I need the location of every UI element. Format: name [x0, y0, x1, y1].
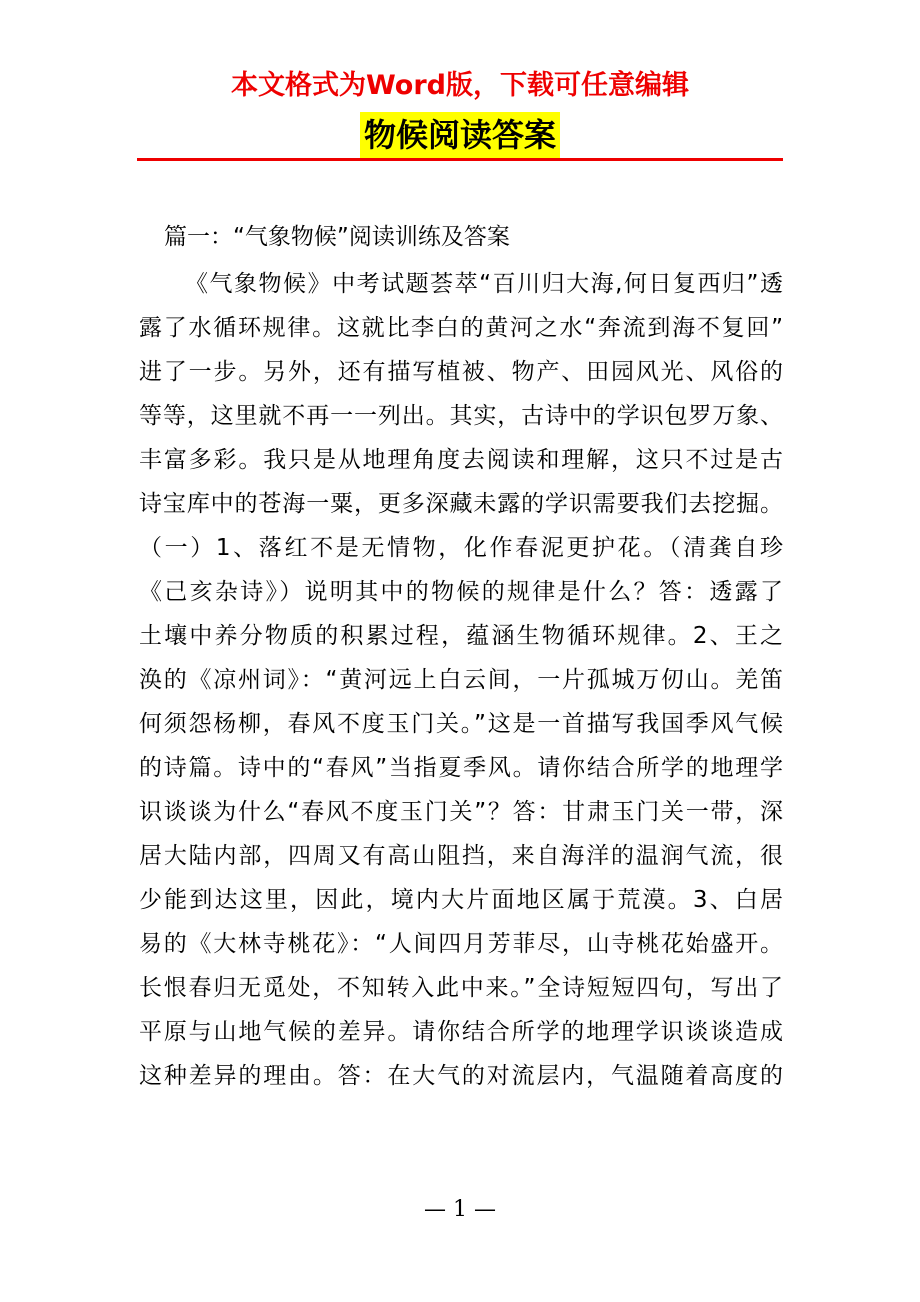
body-line: 进了一步。另外，还有描写植被、物产、田园风光、风俗的 — [139, 359, 783, 385]
section-heading: 篇一：“气象物候”阅读训练及答案 — [164, 224, 510, 250]
page-number: — 1 — — [424, 1197, 496, 1222]
body-line: 丰富多彩。我只是从地理角度去阅读和理解，这只不过是古 — [139, 447, 783, 473]
body-line: 长恨春归无觅处，不知转入此中来。”全诗短短四句，写出了 — [139, 975, 783, 1001]
body-line: （一）1、落红不是无情物，化作春泥更护花。（清龚自珍 — [139, 535, 783, 561]
body-line: 《己亥杂诗》）说明其中的物候的规律是什么？答：透露了 — [139, 579, 783, 605]
body-line: 诗宝库中的苍海一粟，更多深藏未露的学识需要我们去挖掘。 — [139, 491, 783, 517]
body-line: 平原与山地气候的差异。请你结合所学的地理学识谈谈造成 — [139, 1019, 783, 1045]
body-text — [139, 262, 783, 1098]
body-line: 露了水循环规律。这就比李白的黄河之水“奔流到海不复回” — [139, 315, 783, 341]
title-divider — [137, 158, 783, 161]
body-line: 识谈谈为什么“春风不度玉门关”？答：甘肃玉门关一带，深 — [139, 799, 783, 825]
body-line: 土壤中养分物质的积累过程，蕴涵生物循环规律。2、王之 — [139, 623, 783, 649]
format-notice-banner: 本文格式为Word版，下载可任意编辑 — [230, 70, 689, 101]
body-line: 等等，这里就不再一一列出。其实，古诗中的学识包罗万象、 — [139, 403, 783, 429]
body-line: 居大陆内部，四周又有高山阻挡，来自海洋的温润气流，很 — [139, 843, 783, 869]
body-line: 何须怨杨柳，春风不度玉门关。”这是一首描写我国季风气候 — [139, 711, 783, 737]
body-line: 这种差异的理由。答：在大气的对流层内，气温随着高度的 — [139, 1063, 783, 1089]
document-title: 物候阅读答案 — [360, 112, 560, 158]
body-line: 《气象物候》中考试题荟萃“百川归大海,何日复西归”透 — [185, 271, 783, 297]
body-line: 涣的《凉州词》：“黄河远上白云间，一片孤城万仞山。羌笛 — [139, 667, 783, 693]
body-line: 的诗篇。诗中的“春风”当指夏季风。请你结合所学的地理学 — [139, 755, 783, 781]
body-line: 少能到达这里，因此，境内大片面地区属于荒漠。3、白居 — [139, 887, 783, 913]
title-container — [0, 112, 920, 158]
body-line: 易的《大林寺桃花》：“人间四月芳菲尽，山寺桃花始盛开。 — [139, 931, 783, 957]
